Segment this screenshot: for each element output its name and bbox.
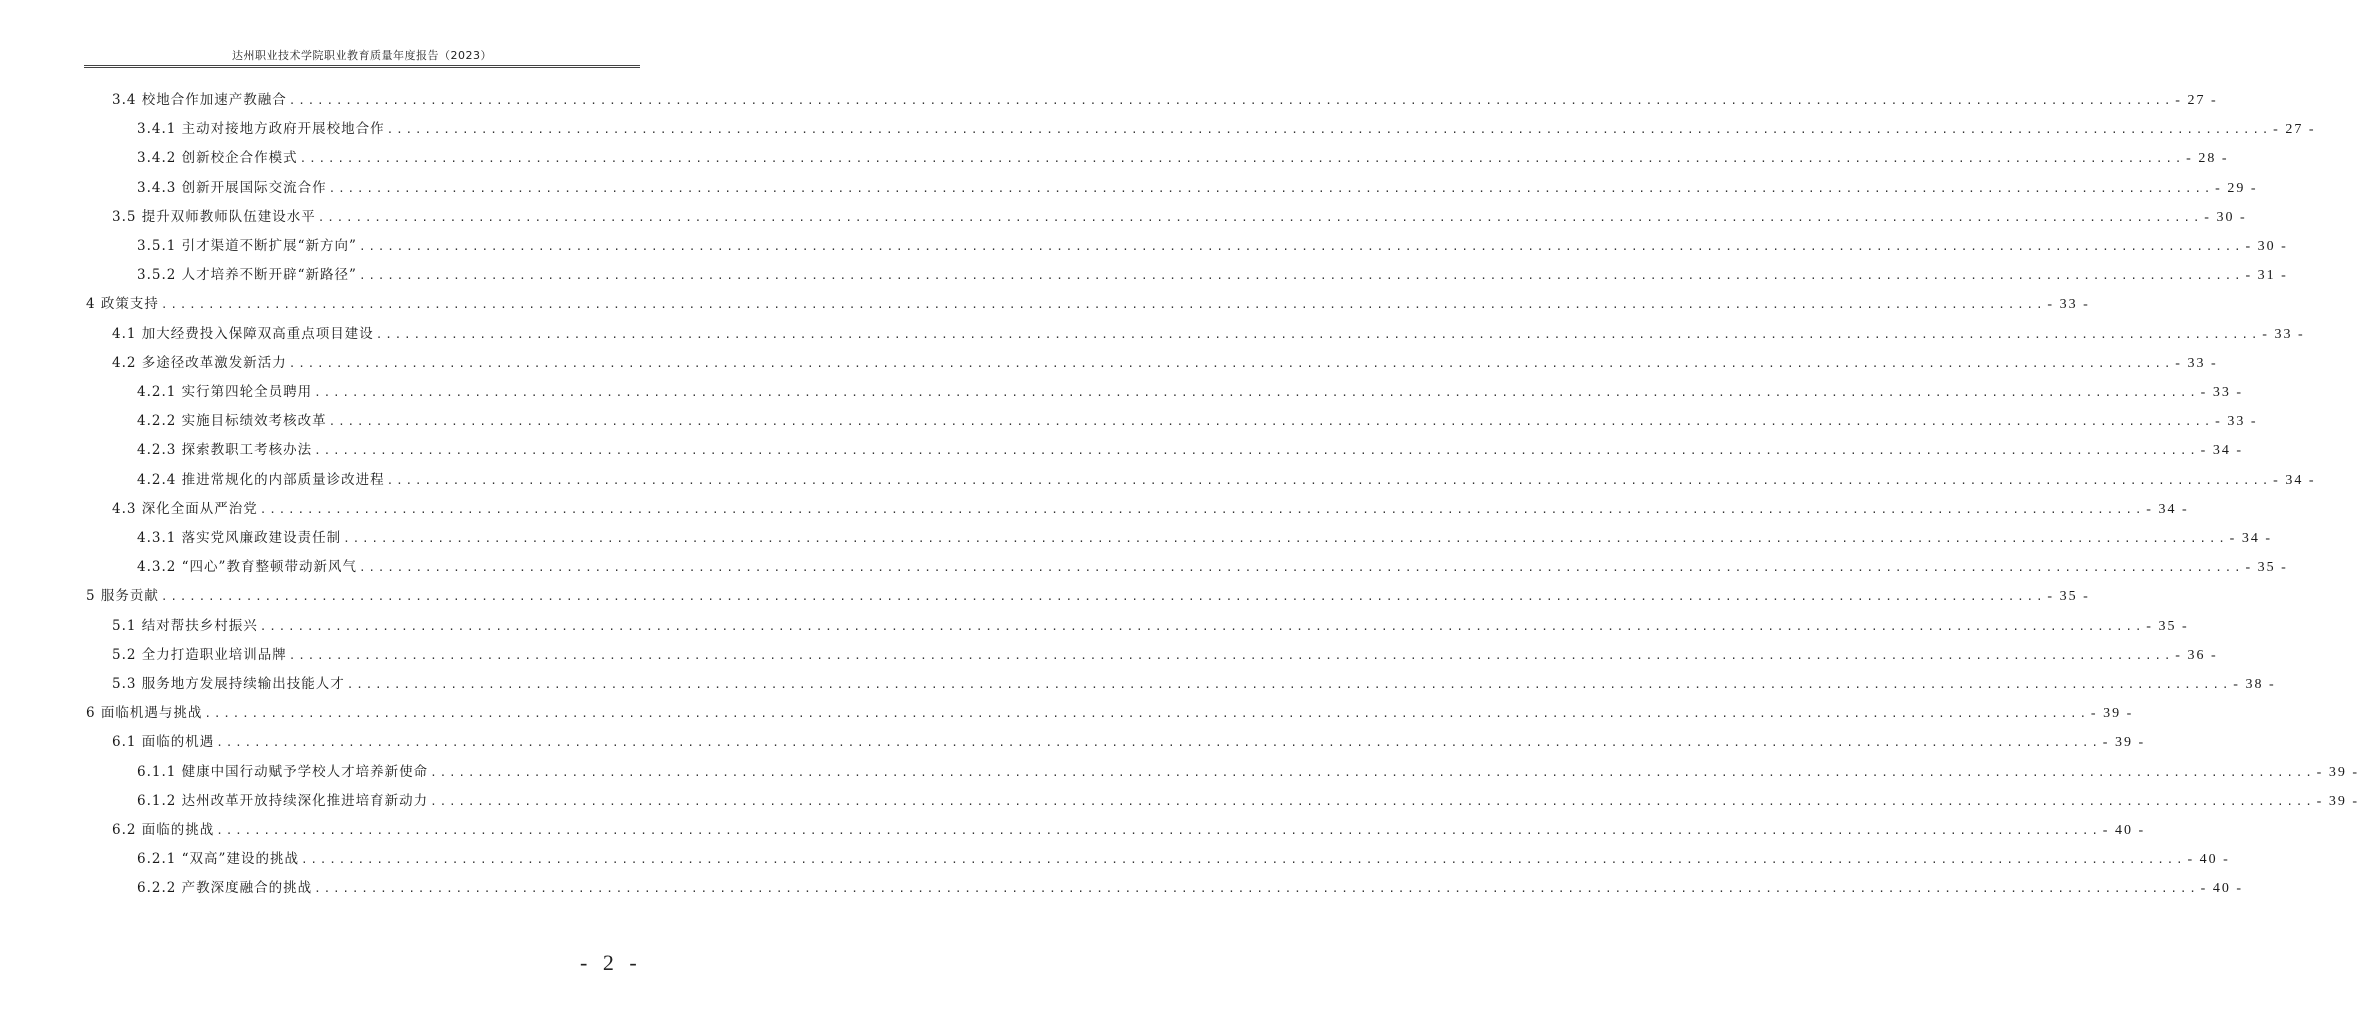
toc-entry-page: - 40 -: [2102, 823, 2146, 838]
toc-entry-page: - 34 -: [2229, 531, 2272, 546]
toc-entry-title: 5.3 服务地方发展持续输出技能人才: [112, 676, 345, 692]
toc-entry-title: 4.2.1 实行第四轮全员聘用: [137, 384, 313, 400]
toc-entry-page: - 34 -: [2200, 443, 2243, 459]
toc-entry-title: 4.2.2 实施目标绩效考核改革: [137, 413, 327, 430]
toc-entry-page: - 34 -: [2273, 472, 2316, 488]
toc-entry-page: - 33 -: [2200, 385, 2243, 400]
toc-entry[interactable]: [137, 847, 2230, 868]
toc-entry[interactable]: [137, 117, 2316, 138]
toc-entry-title: 4.3 深化全面从严治党: [112, 500, 258, 517]
toc-dot-leader: ........................................................................................................................................................................................................: [358, 240, 2244, 253]
toc-entry-page: - 38 -: [2233, 677, 2276, 692]
toc-entry-page: - 39 -: [2102, 735, 2146, 751]
toc-entry[interactable]: [137, 409, 2258, 430]
toc-dot-leader: ........................................................................................................................................................................................................: [288, 356, 2174, 370]
toc-entry[interactable]: [137, 789, 2359, 809]
toc-dot-leader: ........................................................................................................................................................................................................: [160, 298, 2046, 312]
toc-dot-leader: ........................................................................................................................................................................................................: [314, 444, 2199, 458]
toc-dot-leader: ........................................................................................................................................................................................................: [300, 853, 2186, 867]
toc-entry-page: - 29 -: [2215, 180, 2258, 196]
toc-entry-title: 6 面临机遇与挑战: [86, 705, 203, 722]
toc-dot-leader: ........................................................................................................................................................................................................: [216, 736, 2101, 750]
toc-entry-title: 6.2.1 “双高”建设的挑战: [137, 851, 299, 868]
toc-entry-page: - 30 -: [2204, 209, 2247, 225]
toc-entry[interactable]: [112, 730, 2146, 751]
toc-entry-page: - 30 -: [2245, 239, 2288, 254]
toc-entry-page: - 35 -: [2245, 560, 2288, 576]
toc-dot-leader: ........................................................................................................................................................................................................: [375, 327, 2261, 341]
toc-entry[interactable]: [137, 555, 2288, 576]
toc-entry[interactable]: [112, 205, 2247, 225]
toc-entry-page: - 33 -: [2175, 355, 2218, 371]
toc-dot-leader: ........................................................................................................................................................................................................: [386, 473, 2272, 487]
page-number: - 2 -: [580, 950, 642, 975]
toc-entry-title: 4.2 多途径改革激发新活力: [112, 354, 287, 371]
toc-entry[interactable]: [112, 88, 2218, 108]
toc-dot-leader: ........................................................................................................................................................................................................: [430, 765, 2315, 779]
toc-entry[interactable]: [112, 818, 2146, 838]
toc-entry-page: - 31 -: [2245, 268, 2288, 284]
toc-entry-page: - 33 -: [2047, 297, 2090, 313]
toc-entry-title: 4.3.2 “四心”教育整顿带动新风气: [137, 559, 357, 576]
toc-entry-page: - 35 -: [2047, 589, 2090, 605]
toc-entry[interactable]: [86, 584, 2090, 605]
toc-entry[interactable]: [137, 234, 2288, 254]
toc-entry[interactable]: [137, 176, 2258, 196]
toc-entry-page: - 36 -: [2175, 647, 2218, 663]
toc-entry-page: - 27 -: [2273, 122, 2316, 138]
toc-dot-leader: ........................................................................................................................................................................................................: [328, 181, 2214, 195]
toc-entry-title: 6.2 面临的挑战: [112, 822, 215, 838]
toc-dot-leader: ........................................................................................................................................................................................................: [160, 590, 2046, 604]
toc-entry-title: 5.2 全力打造职业培训品牌: [112, 646, 287, 663]
toc-entry[interactable]: [137, 526, 2272, 546]
toc-entry[interactable]: [137, 146, 2229, 167]
toc-entry[interactable]: [112, 672, 2276, 692]
toc-entry-title: 6.1.2 达州改革开放持续深化推进培育新动力: [137, 792, 429, 809]
toc-entry-title: 4.3.1 落实党风廉政建设责任制: [137, 530, 342, 546]
toc-entry-title: 3.4.1 主动对接地方政府开展校地合作: [137, 121, 385, 138]
toc-dot-leader: ........................................................................................................................................................................................................: [386, 123, 2272, 137]
toc-entry[interactable]: [86, 292, 2090, 313]
toc-entry-page: - 40 -: [2187, 852, 2230, 868]
toc-entry-title: 6.1 面临的机遇: [112, 734, 215, 751]
toc-entry[interactable]: [86, 701, 2134, 722]
toc-entry-page: - 40 -: [2200, 881, 2243, 897]
toc-entry[interactable]: [137, 438, 2243, 459]
toc-entry-title: 3.4.2 创新校企合作模式: [137, 150, 298, 167]
toc-dot-leader: ........................................................................................................................................................................................................: [288, 648, 2174, 662]
toc-dot-leader: ........................................................................................................................................................................................................: [314, 882, 2199, 896]
toc-dot-leader: ........................................................................................................................................................................................................: [317, 210, 2203, 224]
toc-entry-title: 3.4.3 创新开展国际交流合作: [137, 179, 327, 196]
toc-dot-leader: ........................................................................................................................................................................................................: [358, 561, 2244, 575]
toc-entry[interactable]: [112, 497, 2189, 517]
toc-entry-page: - 27 -: [2175, 93, 2218, 108]
toc-dot-leader: ........................................................................................................................................................................................................: [288, 94, 2174, 107]
toc-entry-title: 3.5.1 引才渠道不断扩展“新方向”: [137, 238, 357, 254]
toc-dot-leader: ........................................................................................................................................................................................................: [314, 386, 2199, 399]
toc-entry-title: 6.1.1 健康中国行动赋予学校人才培养新使命: [137, 763, 429, 780]
toc-entry-title: 3.5.2 人才培养不断开辟“新路径”: [137, 267, 357, 284]
toc-entry-title: 4.1 加大经费投入保障双高重点项目建设: [112, 325, 374, 342]
toc-dot-leader: ........................................................................................................................................................................................................: [346, 678, 2232, 691]
toc-entry[interactable]: [137, 760, 2359, 780]
toc-entry[interactable]: [112, 614, 2189, 634]
toc-entry-page: - 35 -: [2146, 618, 2189, 634]
toc-entry[interactable]: [137, 876, 2243, 897]
toc-entry[interactable]: [137, 263, 2288, 284]
toc-entry[interactable]: [137, 468, 2316, 488]
toc-entry[interactable]: [112, 643, 2218, 663]
toc-entry-title: 6.2.2 产教深度融合的挑战: [137, 880, 313, 897]
toc-entry-title: 5 服务贡献: [86, 588, 159, 605]
toc-entry-page: - 39 -: [2316, 764, 2359, 780]
toc-entry-page: - 39 -: [2090, 706, 2134, 722]
toc-dot-leader: ........................................................................................................................................................................................................: [259, 619, 2145, 633]
toc-entry-title: 3.4 校地合作加速产教融合: [112, 92, 287, 108]
toc-entry-title: 4.2.4 推进常规化的内部质量诊改进程: [137, 471, 385, 488]
toc-dot-leader: ........................................................................................................................................................................................................: [343, 532, 2228, 545]
toc-entry[interactable]: [137, 380, 2243, 400]
toc-entry-title: 3.5 提升双师教师队伍建设水平: [112, 208, 316, 225]
toc-entry[interactable]: [112, 322, 2305, 342]
toc-entry-page: - 39 -: [2316, 793, 2359, 809]
toc-dot-leader: ........................................................................................................................................................................................................: [204, 707, 2089, 721]
toc-entry-title: 4.2.3 探索教职工考核办法: [137, 442, 313, 459]
page-header: 达州职业技术学院职业教育质量年度报告（2023）: [232, 49, 492, 62]
toc-dot-leader: ........................................................................................................................................................................................................: [299, 152, 2185, 166]
toc-entry-title: 4 政策支持: [86, 296, 159, 313]
toc-dot-leader: ........................................................................................................................................................................................................: [259, 502, 2145, 516]
toc-entry-page: - 33 -: [2262, 326, 2305, 342]
toc-dot-leader: ........................................................................................................................................................................................................: [358, 269, 2244, 283]
toc-dot-leader: ........................................................................................................................................................................................................: [430, 794, 2315, 808]
toc-dot-leader: ........................................................................................................................................................................................................: [216, 824, 2101, 837]
toc-entry[interactable]: [112, 351, 2218, 371]
toc-entry-page: - 33 -: [2215, 414, 2258, 430]
toc-entry-page: - 34 -: [2146, 501, 2189, 517]
toc-entry-page: - 28 -: [2186, 151, 2229, 167]
toc-entry-title: 5.1 结对帮扶乡村振兴: [112, 617, 258, 634]
toc-dot-leader: ........................................................................................................................................................................................................: [328, 415, 2214, 429]
